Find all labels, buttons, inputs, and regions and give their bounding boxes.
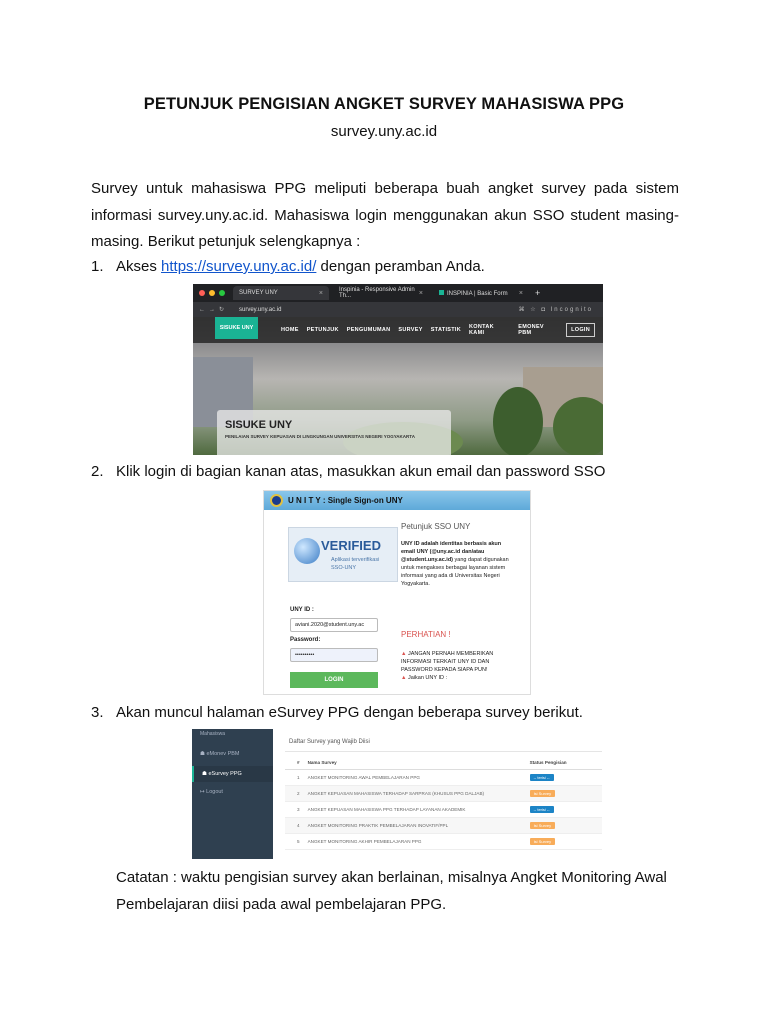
- warning-text: ▲ JANGAN PERNAH MEMBERIKAN INFORMASI TERKAIT UNY ID DAN PASSWORD KEPADA SIAPA PUN! ▲ Jaikan UNY ID :: [401, 651, 494, 681]
- hero-banner: [193, 317, 603, 455]
- survey-name: ANGKET KEPUASAN MAHASISWA TERHADAP SARPRAS (KHUSUS PPG DALJAB): [300, 785, 530, 801]
- doc-subtitle: survey.uny.ac.id: [330, 123, 438, 140]
- table-row: [285, 817, 602, 833]
- step-number: 2.: [91, 463, 104, 480]
- intro-paragraph: Survey untuk mahasiswa PPG meliputi beberapa buah angket survey pada sistem informasi survey.uny.ac.id. Mahasiswa login menggunakan akun SSO student masing-masing. Berikut petunjuk selengkapnya :: [91, 180, 679, 250]
- status-cell: [530, 785, 602, 801]
- table-title: Daftar Survey yang Wajib Diisi: [289, 739, 370, 745]
- status-badge[interactable]: -- terisi --: [530, 806, 554, 813]
- menu-login-button[interactable]: LOGIN: [566, 323, 595, 337]
- row-number: 5: [285, 833, 300, 849]
- hero-title: SISUKE UNY: [225, 419, 293, 431]
- password-label: Password:: [290, 637, 321, 643]
- nav-arrows-icon[interactable]: ←→↻: [199, 307, 229, 313]
- status-badge[interactable]: Isi Survey: [530, 838, 556, 845]
- tree-shape: [553, 397, 603, 455]
- tree-shape: [493, 387, 543, 455]
- menu-pengumuman[interactable]: PENGUMUMAN: [346, 327, 391, 333]
- warning-icon: ▲: [401, 675, 408, 681]
- status-cell: [530, 833, 602, 849]
- close-dot-icon: [199, 290, 205, 296]
- warning-icon: ▲: [401, 651, 408, 657]
- address-bar: [193, 302, 603, 317]
- verified-badge: [288, 527, 398, 582]
- survey-link[interactable]: https://survey.uny.ac.id/: [161, 258, 317, 275]
- users-icon: ☗: [202, 771, 209, 777]
- sso-header-title: U N I T Y : Single Sign-on UNY: [288, 496, 403, 505]
- step-text: Klik login di bagian kanan atas, masukkan akun email dan password SSO: [116, 463, 606, 480]
- sso-header: [264, 491, 530, 510]
- uny-logo-icon: [270, 494, 283, 507]
- menu-statistik[interactable]: STATISTIK: [430, 327, 462, 333]
- hero-caption: [217, 410, 451, 455]
- status-cell: [530, 769, 602, 785]
- sso-info-title: Petunjuk SSO UNY: [401, 522, 471, 531]
- site-brand[interactable]: SISUKE UNY: [215, 317, 258, 339]
- table-row: [285, 833, 602, 849]
- menu-kontak[interactable]: KONTAK KAMI: [469, 324, 494, 336]
- close-icon[interactable]: ×: [518, 289, 523, 297]
- browser-tab[interactable]: INSPINIA | Basic Form ×: [433, 286, 529, 300]
- close-icon[interactable]: ×: [318, 289, 323, 297]
- step-1: [91, 258, 485, 275]
- survey-name: ANGKET MONITORING AKHIR PEMBELAJARAN PPG: [300, 833, 530, 849]
- sidebar-item-esurvey[interactable]: ☗ eSurvey PPG: [192, 766, 273, 782]
- menu-survey[interactable]: SURVEY: [398, 327, 423, 333]
- sso-body: [264, 510, 530, 695]
- esurvey-screenshot: [192, 729, 602, 859]
- step-number: 1.: [91, 258, 104, 275]
- doc-title: PETUNJUK PENGISIAN ANGKET SURVEY MAHASISWA PPG: [143, 95, 625, 113]
- sso-info-text: UNY ID adalah identitas berbasis akun email UNY (@uny.ac.id dan/atau @student.uny.ac.id) yang dapat digunakan untuk mengakses berbagai layanan sistem informasi yang ada di Universitas Negeri Yogyakarta.: [401, 541, 509, 587]
- table-row: [285, 785, 602, 801]
- status-badge[interactable]: Isi Survey: [530, 790, 556, 797]
- new-tab-icon[interactable]: +: [535, 288, 541, 298]
- hero-subtitle: PENILAIAN SURVEY KEPUASAN DI LINGKUNGAN UNIVERSITAS NEGERI YOGYAKARTA: [225, 434, 415, 439]
- uid-label: UNY ID :: [290, 607, 314, 613]
- status-badge[interactable]: Isi Survey: [530, 822, 556, 829]
- users-icon: ☗: [200, 751, 207, 757]
- row-number: 2: [285, 785, 300, 801]
- sso-screenshot: [263, 490, 531, 695]
- menu-emonev[interactable]: EMONEV PBM: [518, 324, 544, 336]
- table-row: [285, 769, 602, 785]
- row-number: 4: [285, 817, 300, 833]
- toolbar-icons: ⌘ ☆ ◘ Incognito: [518, 307, 593, 313]
- sidebar-item-emonev[interactable]: ☗ eMonev PBM: [200, 751, 240, 757]
- step-text: Akan muncul halaman eSurvey PPG dengan beberapa survey berikut.: [116, 704, 583, 721]
- sidebar-item-logout[interactable]: ↦ Logout: [200, 789, 223, 795]
- logout-icon: ↦: [200, 789, 207, 795]
- status-cell: [530, 817, 602, 833]
- col-number: #: [285, 757, 300, 769]
- step-3: [91, 704, 583, 721]
- divider: [285, 751, 602, 752]
- site-menu: [193, 317, 603, 343]
- step-text-post: dengan peramban Anda.: [316, 258, 485, 275]
- row-number: 3: [285, 801, 300, 817]
- url-field[interactable]: survey.uny.ac.id: [239, 306, 282, 313]
- menu-home[interactable]: HOME: [281, 327, 299, 333]
- password-input[interactable]: ••••••••••: [290, 648, 378, 662]
- status-cell: [530, 801, 602, 817]
- survey-table: [285, 757, 602, 850]
- uid-input[interactable]: aviani.2020@student.uny.ac: [290, 618, 378, 632]
- close-icon[interactable]: ×: [418, 289, 423, 297]
- step-number: 3.: [91, 704, 104, 721]
- browser-tab[interactable]: Inspinia - Responsive Admin Th... ×: [339, 287, 423, 299]
- browser-tab[interactable]: SURVEY UNY ×: [233, 286, 329, 300]
- maximize-dot-icon: [219, 290, 225, 296]
- esurvey-sidebar: [192, 729, 273, 859]
- menu-petunjuk[interactable]: PETUNJUK: [306, 327, 339, 333]
- step-text-pre: Akses: [116, 258, 162, 275]
- step-2: [91, 463, 605, 480]
- browser-screenshot: [193, 284, 603, 455]
- table-row: [285, 801, 602, 817]
- warning-title: PERHATIAN !: [401, 630, 451, 639]
- note-paragraph: Catatan : waktu pengisian survey akan berlainan, misalnya Angket Monitoring Awal Pembelajaran diisi pada awal pembelajaran PPG.: [116, 869, 667, 913]
- favicon-icon: [439, 290, 444, 295]
- login-button[interactable]: LOGIN: [290, 672, 378, 688]
- verified-subtext: Aplikasi terverifikasi SSO-UNY: [331, 557, 380, 571]
- browser-tabbar: [193, 284, 603, 302]
- menu-items: [281, 317, 603, 343]
- sidebar-role: Mahasiswa: [200, 731, 226, 737]
- row-number: 1: [285, 769, 300, 785]
- globe-icon: [294, 538, 320, 564]
- survey-name: ANGKET KEPUASAN MAHASISWA PPG TERHADAP LAYANAN AKADEMIK: [300, 801, 530, 817]
- verified-text: VERIFIED: [321, 538, 381, 553]
- col-status: Status Pengisian: [530, 757, 602, 769]
- survey-name: ANGKET MONITORING AWAL PEMBELAJARAN PPG: [300, 769, 530, 785]
- survey-name: ANGKET MONITORING PRAKTIK PEMBELAJARAN INOVATIF/PPL: [300, 817, 530, 833]
- status-badge[interactable]: -- terisi --: [530, 774, 554, 781]
- minimize-dot-icon: [209, 290, 215, 296]
- col-name: Nama Survey: [300, 757, 530, 769]
